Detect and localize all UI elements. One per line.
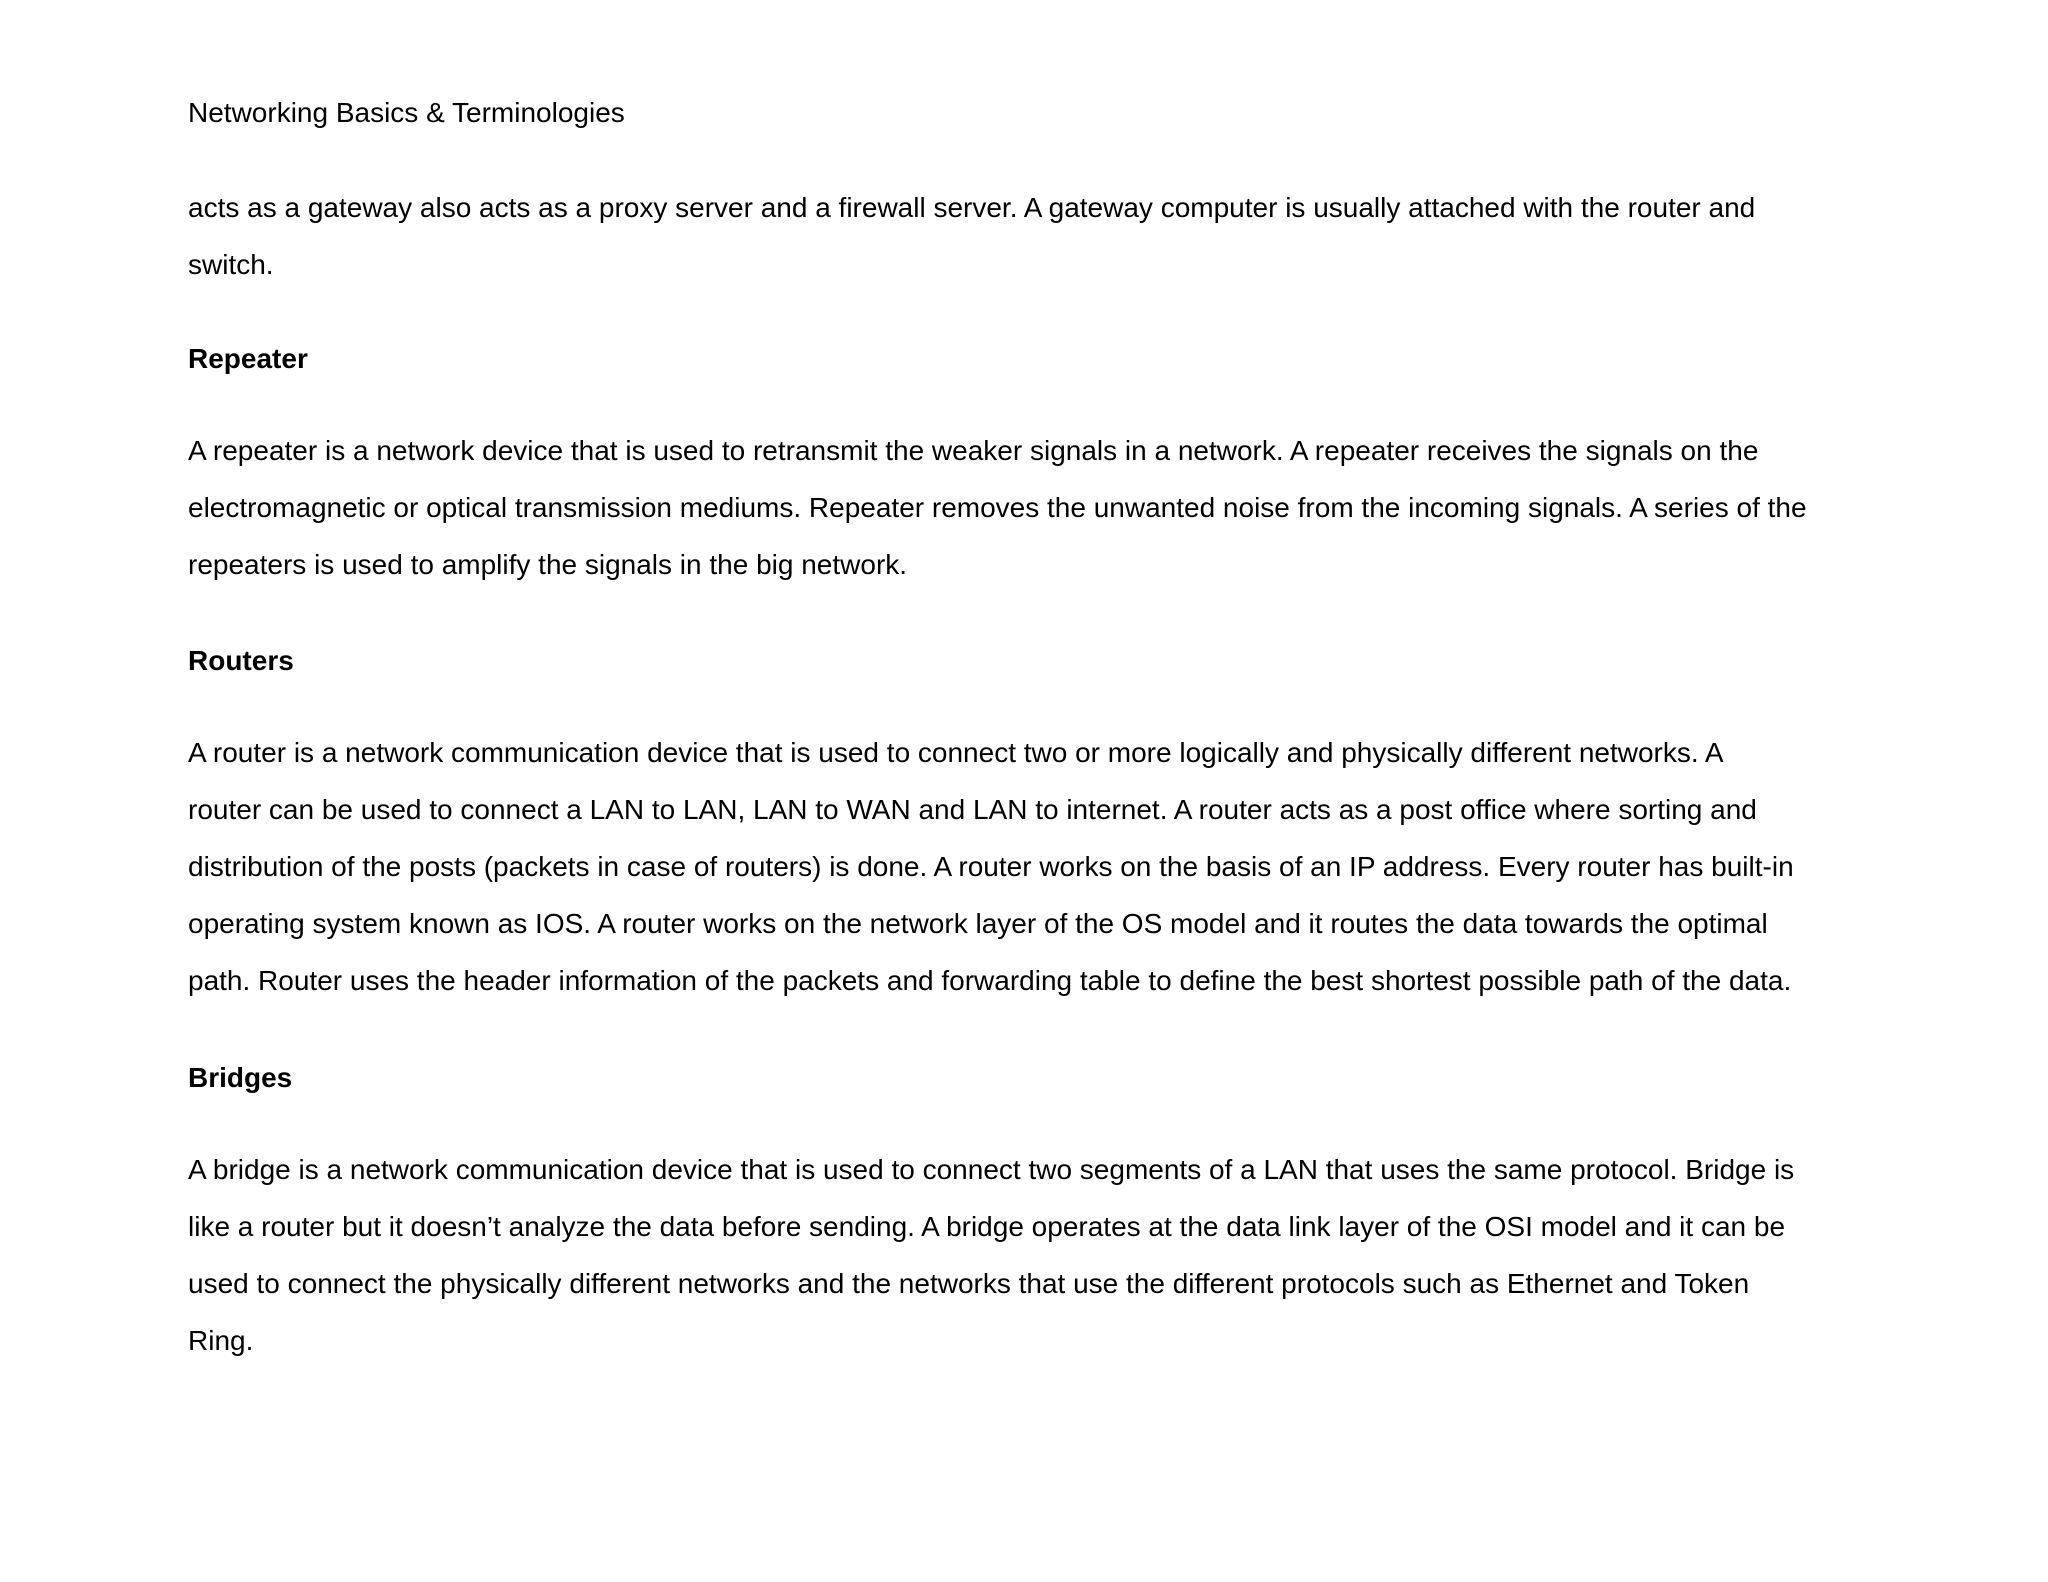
paragraph-line: A bridge is a network communication device that is used to connect two segments of a LAN that uses the same protocol. Bridge is bbox=[188, 1154, 1795, 1185]
paragraph-line: electromagnetic or optical transmission mediums. Repeater removes the unwanted noise from the incoming signals. A series of the bbox=[188, 492, 1807, 523]
paragraph-line: repeaters is used to amplify the signals in the big network. bbox=[188, 549, 908, 580]
paragraph-line: A repeater is a network device that is used to retransmit the weaker signals in a network. A repeater receives the signals on the bbox=[188, 435, 1759, 466]
paragraph-line: used to connect the physically different networks and the networks that use the different protocols such as Ethernet and Token bbox=[188, 1268, 1750, 1299]
paragraph-line: router can be used to connect a LAN to LAN, LAN to WAN and LAN to internet. A router acts as a post office where sorting and bbox=[188, 794, 1757, 825]
section-heading-bridges: Bridges bbox=[188, 1062, 293, 1093]
paragraph-line: distribution of the posts (packets in case of routers) is done. A router works on the basis of an IP address. Every router has built-in bbox=[188, 851, 1794, 882]
paragraph-line: like a router but it doesn’t analyze the data before sending. A bridge operates at the data link layer of the OSI model and it can be bbox=[188, 1211, 1786, 1242]
paragraph-line: acts as a gateway also acts as a proxy server and a firewall server. A gateway computer is usually attached with the router and bbox=[188, 192, 1756, 223]
paragraph-line: A router is a network communication device that is used to connect two or more logically and physically different networks. A bbox=[188, 737, 1724, 768]
paragraph-line: Ring. bbox=[188, 1325, 254, 1356]
paragraph-line: switch. bbox=[188, 249, 274, 280]
continuation-paragraph bbox=[188, 179, 1755, 293]
section-heading-routers: Routers bbox=[188, 645, 294, 676]
paragraph-repeater bbox=[188, 422, 1807, 593]
paragraph-line: operating system known as IOS. A router works on the network layer of the OS model and it routes the data towards the optimal bbox=[188, 908, 1768, 939]
paragraph-routers bbox=[188, 724, 1794, 1009]
section-heading-repeater: Repeater bbox=[188, 343, 308, 374]
running-header: Networking Basics & Terminologies bbox=[188, 97, 625, 128]
paragraph-line: path. Router uses the header information of the packets and forwarding table to define the best shortest possible path of the data. bbox=[188, 965, 1792, 996]
paragraph-bridges bbox=[188, 1141, 1794, 1369]
